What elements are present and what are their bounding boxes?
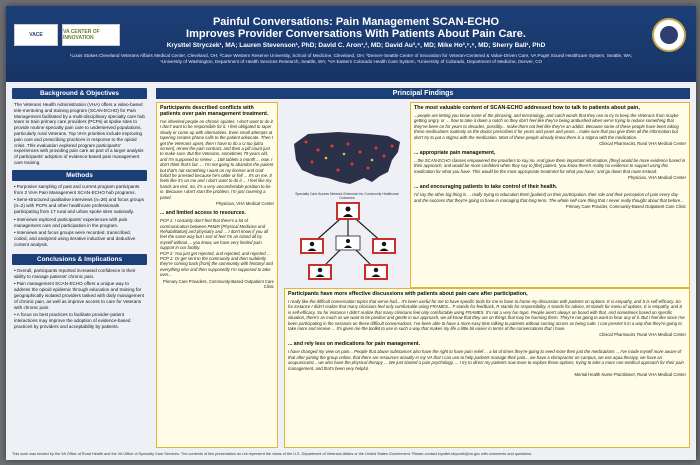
list-item: • Pain management SCAN-ECHO offers a unique way to address the opioid epidemic through education and training for geographically isolated providers tasked with daily management of chronic pain, as well as improve access to care for Veterans with chronic pain. [14,281,145,310]
background-text: The Veterans Health Administration (VHA) offers a video-based tele-mentoring and training program (SCAN-ECHO) for Pain Management facilitated by a multi-disciplinary specialty care hub team to train primary care providers (PCPs) at spoke sites to provide routine specialty pain care to underserved populations, particularly rural Veterans. Top VHA priorities include improving pain care and prescribing practices in response to the opioid crisis. This evaluation explored program participants' experiences with providing pain care as part of a larger analysis of participants' adoption of evidence-based pain management care training. [14,102,145,165]
box-subheading: ... and limited access to resources. [160,210,246,217]
quote: ...the SCAN-ECHO classes empowered the providers to say no. And gave them important information, [they] would be more evidence based in their approach, and would be more confident when they say to [the] patient, 'you know there's reality no evidence to support using this medication for what you have. This would be the most appropriate treatment for what you have,' and go down that route instead. [414,158,686,174]
vace-logo: VACE [14,24,58,46]
methods-heading: Methods [12,170,147,181]
list-item: • A focus on best practices to facilitate provider-patient interactions may improve the adoption of evidence-based practices by providers and acceptability by patients. [14,312,145,329]
quote-attribution: Primary Care Provider, Community-Based Outpatient Care Clinic [565,204,686,210]
quote-attribution: Primary Care Providers, Community-Based Outpatient Care Clinic [162,278,274,289]
quote: I have changed my view on pain... People that abuse substances also have the right to have pain relief ... a lot of times they're going to need more then just the medications ... I've made myself more aware of that after joining the group online, that there are resources actually in my VA that I can use to help patients manage their pain... we have a chiropractor on campus, we use aqua therapy, we have an acupuncturist... we also have the physical therapy ... We just started a pain psychology. ... I try to direct my patients now more to explore those options, trying to take a more non-medical approach for their pain management, and that's been very helpful. [288,349,684,371]
methods-list [12,181,147,254]
funding-footer: This work was funded by the VA Office of Rural Health and the VA Office of Specialty Care Services. The contents of this presentation do not represent the views of the U.S. Department of Veterans Affairs or the United States Government. Please contact krysttel.stryczek@va.gov with comments and questions. [12,452,533,456]
center-of-innovation-logo: VA CENTER OF INNOVATION [62,24,120,46]
box-subheading: ... and encouraging patients to take control of their health. [414,184,558,191]
list-item: • Purposive sampling of past and current program participants from 2 VHA Pain Management SCAN-ECHO hub programs. [14,184,145,196]
conflicts-box [156,102,278,448]
poster [6,6,696,460]
affiliations: ¹Louis Stokes Cleveland Veterans Affairs Medical Center, Cleveland, OH; ²Case Western Reserve University, School of Medicine, Cleveland, OH; ³Denver-Seattle Center of Innovation for Veteran-Centered & Value-Driven Care, VA Puget Sound Healthcare System, Seattle, WA; ⁴University of Washington, Department of Health Services Research, Seattle, WA; ⁵VA Eastern Colorado Health Care System, ⁶University of Colorado, Department of Medicine, Denver, CO [69,53,633,64]
author-list: Krysttel Stryczek¹, MA; Lauren Stevenson¹, PhD; David C. Aron¹,², MD; David Au³,⁴, MD; Mike Ho³,⁵,⁶, MD; Sherry Ball¹, PhD [166,42,546,49]
conclusions-heading: Conclusions & Implications [12,254,147,265]
quote: I really like the difficult conversation topics that we've had... It's been useful for me to have specific tools for me to have to frame my discussion with patients on options. E is empathy, and S is self-efficacy. So for instance I didn't realize that many clinicians feel only comfortable using FRAMES... F stands for feedback, R stands for responsibility, A stands for advice, M stands for menu of options, E is empathy, and S is self-efficacy. So for instance I didn't realize that many clinicians feel only comfortable using FRAMES. It's not a very fun topic. People aren't always on board with that. And sometimes based on specific situation, there's as much as we want to be positive and gentle in our approach, we all know that they are on things that may be harming them. They're not going to want to hear any of it. But I feel like since I've been participating in the sessions on these difficult conversations, I've been able to have a more easy time talking to patients without coming across as being rude. I can present it in a way that they're going to take more and receive ... It's given me the toolkit to use in such a way that makes my life a little bit easier in terms of the conversations that I have. [288,299,685,332]
quote: I'd say the other big thing is ... really trying to education them [patient] on their participation, their role and their perception of pain every day and the success that they're going to have in managing that long term. The whole self-care thing that I never really thought about that before... [414,192,684,203]
box-heading: Participants have more effective discussions with patients about pain care after participation, [288,291,528,297]
quote: PCP 1: Or get sent to the community and then suddenly they're coming back [from] the community with fentanyl and everything else and then supposedly I'm supposed to take over... [160,255,273,278]
conclusions-list [12,265,147,336]
quote-attribution: Clinical Pharmacist, Rural VHA Medical Center [599,332,686,338]
quote-attribution: Physician, VHA Medical Center [216,201,274,207]
valuable-content-box [410,102,690,288]
poster-title [166,16,546,40]
background-heading: Background & Objectives [12,88,147,99]
box-subheading: ... appropriate pain management, [414,150,496,157]
monitor-icon [336,202,360,220]
list-item: • Interviews explored participants' experiences with pain management care and participation in the program. [14,217,145,229]
list-item: • Semi-structured qualitative interviews (n=26) and focus groups (n=2) with PCPs and other healthcare professionals participating from 17 rural and urban spoke sites nationally. [14,197,145,214]
box-subheading: ... and rely less on medications for pain management. [288,341,421,348]
quote-attribution: Physician, VHA Medical Center [628,175,686,181]
principal-findings-heading: Principal Findings [156,88,690,99]
network-diagram [292,200,404,284]
title-line-2: Improves Provider Conversations With Patients About Pain Care. [186,28,526,40]
effective-discussions-box [284,288,690,448]
title-line-1: Painful Conversations: Pain Management SCAN-ECHO [212,16,500,28]
quote: PCP 1: I certainly don't feel that there's a lot of communication between PM&R [Physical Medicine and Rehabilitation] and physiatry and ... I don't know if you all feel the same way but I sort of feel I'm an island all by myself without ... you know, we have very limited pain support in our facility. [160,218,269,251]
quote-attribution: Clinical Pharmacist, Rural VHA Medical Center [599,141,686,147]
quote-attribution: Mental Health Nurse Practitioner, Rural VHA Medical Center [574,372,686,378]
principal-findings [156,88,690,448]
poster-header [6,6,696,82]
va-seal-icon [652,18,686,52]
box-heading: Participants described conflicts with patients over pain management treatment. [160,105,269,117]
list-item: • Interviews and focus groups were recorded, transcribed, coded, and analyzed using iterative inductive and deductive content analysis. [14,230,145,247]
quote: I've inherited people on chronic opiates. I don't want to do it. I don't want to be responsible for it. I feel obligated to taper slowly or come up with alternatives. Even small attempts at tapering creates phone calls to the patient advocate. Then I get the Veterans upset, then I have to do a U too [ultra screen], renew the pain contract, and then a pill count just to make sure. But the Veterans, sometimes 79 years old, and I'm supposed to renew ... 168 tablets a month ... now. I don't think that's fair. ... I'm not going to abandon the patient but that's not something I want on my license and God forbid he arrested because he's older or fell ... It's on me. It feels like it's on me and I don't want to do it ... I feel like my hands are tied. So, it's a very uncomfortable position to be in. Because I don't start the problem, I'm just covering a panel. [160,119,274,200]
quote: ...people are letting you know some of the phrasing, and terminology, and catch words that they use to try to keep the Veterans from maybe getting angry, or ... how to take it down a notch so they don't feel like they're being ambushed when we're trying to reduce something that they've been on for years to decades, possibly... make them not feel like they're an addict. Because some of these people have been taking these medications routinely as the doctor prescribes it for years and years and years... make sure that you give them all the information but don't try to put a stigma with the medication. Most of these people already know there is a stigma with the medication. [414,113,679,140]
us-map-image [288,126,406,190]
quote: PCP 2: You just get rejected, and rejected, and rejected ... [160,250,271,256]
list-item: • Overall, participants reported increased confidence in their ability to manage patients' chronic pain. [14,268,145,280]
map-caption: Specialty Care Access Network-Extension for Community Healthcare Outcomes [295,192,399,200]
left-column [12,88,147,454]
box-heading: The most valuable content of SCAN-ECHO addressed how to talk to patients about pain, [414,105,640,111]
